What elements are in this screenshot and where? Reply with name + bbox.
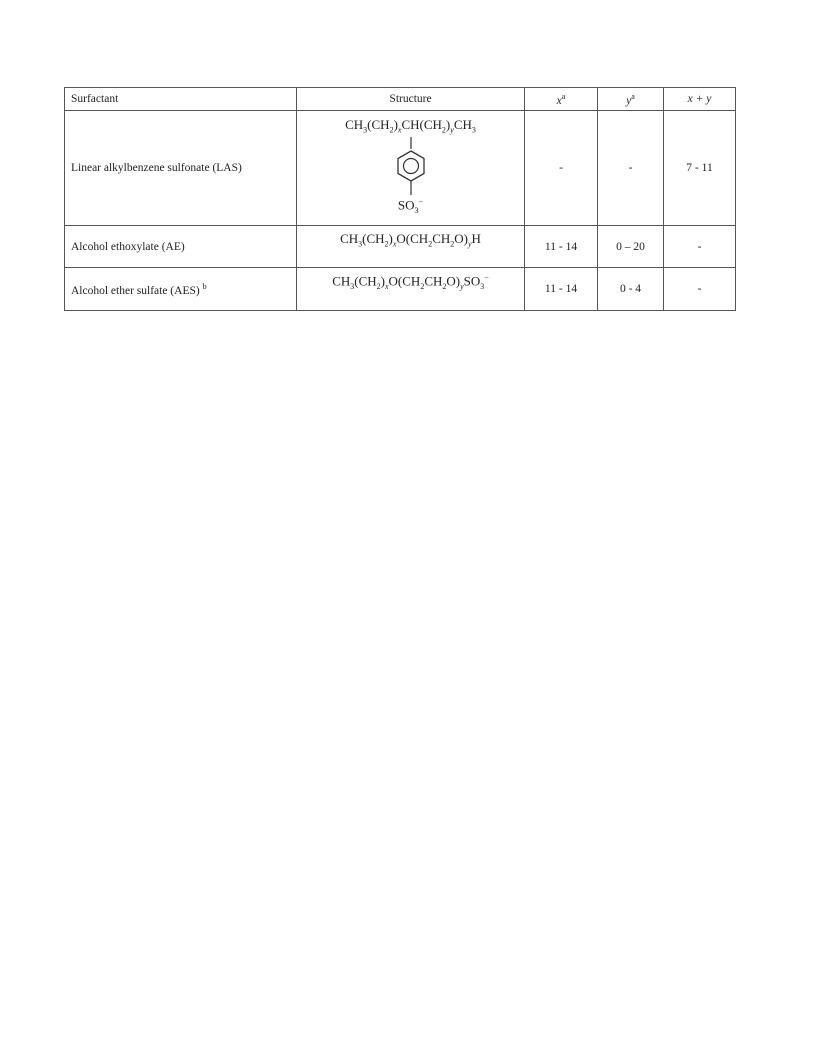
benzene-ring-icon bbox=[391, 137, 431, 199]
header-surfactant: Surfactant bbox=[65, 88, 297, 111]
row-las-x: - bbox=[525, 111, 598, 226]
header-y-footnote: a bbox=[631, 91, 635, 101]
row-ae-structure bbox=[297, 226, 525, 268]
row-las-structure bbox=[297, 111, 525, 226]
header-structure: Structure bbox=[297, 88, 525, 111]
las-formula: $CH_3(CH_2)_xCH(CH_2)_yCH_3$ bbox=[345, 117, 476, 135]
row-aes-name: Alcohol ether sulfate (AES) bbox=[71, 284, 200, 297]
row-aes-footnote: b bbox=[202, 281, 207, 291]
header-x bbox=[525, 88, 598, 111]
row-las-xy: 7 - 11 bbox=[664, 111, 736, 226]
header-y bbox=[598, 88, 664, 111]
row-aes-y: 0 - 4 bbox=[598, 268, 664, 311]
surfactant-table bbox=[64, 87, 736, 311]
row-ae-xy: - bbox=[664, 226, 736, 268]
row-ae-y: 0 – 20 bbox=[598, 226, 664, 268]
header-x-footnote: a bbox=[561, 91, 566, 101]
header-y-label: y bbox=[626, 94, 632, 107]
table-row bbox=[65, 226, 736, 268]
ae-formula: $CH_3(CH_2)_xO(CH_2CH_2O)_yH$ bbox=[340, 231, 481, 249]
row-aes-x: 11 - 14 bbox=[525, 268, 598, 311]
row-ae-x: 11 - 14 bbox=[525, 226, 598, 268]
row-aes-name-cell bbox=[65, 268, 297, 311]
row-ae-name: Alcohol ethoxylate (AE) bbox=[65, 226, 297, 268]
table-header-row bbox=[65, 88, 736, 111]
aes-formula: $CH_3(CH_2)_xO(CH_2CH_2O)_ySO_3^-$ bbox=[332, 273, 489, 291]
table-row bbox=[65, 268, 736, 311]
row-aes-structure bbox=[297, 268, 525, 311]
las-sulfonate-group: $SO_3^-$ bbox=[397, 196, 424, 215]
table-row bbox=[65, 111, 736, 226]
header-x-plus-y: x + y bbox=[664, 88, 736, 111]
row-aes-xy: - bbox=[664, 268, 736, 311]
row-las-y: - bbox=[598, 111, 664, 226]
header-x-label: x bbox=[556, 94, 562, 107]
row-las-name: Linear alkylbenzene sulfonate (LAS) bbox=[65, 111, 297, 226]
